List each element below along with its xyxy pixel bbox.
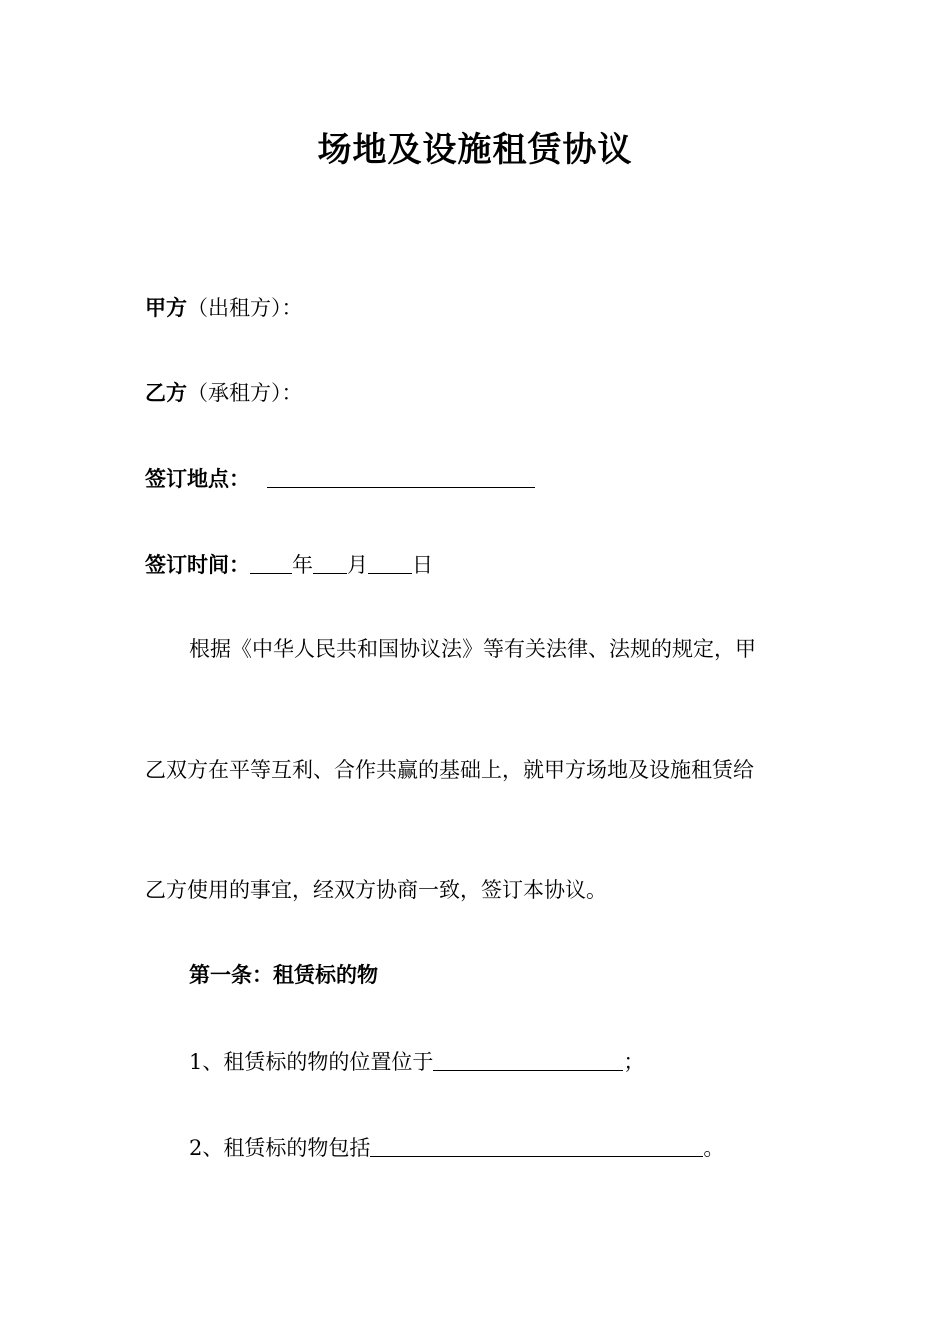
sign-place-line: [145, 464, 250, 494]
items-included-blank[interactable]: [370, 1134, 703, 1157]
preamble-line-1: 根据《中华人民共和国协议法》等有关法律、法规的规定，甲: [189, 637, 756, 661]
party-a-role: （出租方）：: [187, 296, 303, 320]
preamble-line-3: 乙方使用的事宜，经双方协商一致，签订本协议。: [145, 878, 607, 902]
item-1-text: 1、租赁标的物的位置位于: [189, 1050, 434, 1074]
article-1-item-2: [189, 1132, 724, 1163]
month-label: 月: [347, 553, 368, 577]
preamble-line-2: 乙双方在平等互利、合作共赢的基础上，就甲方场地及设施租赁给: [145, 758, 754, 782]
day-blank[interactable]: [368, 551, 412, 574]
document-title: 场地及设施租赁协议: [317, 130, 633, 170]
party-a-line: [145, 293, 303, 323]
year-label: 年: [292, 553, 313, 577]
day-label: 日: [412, 553, 433, 577]
party-a-label: 甲方: [145, 295, 187, 320]
item-2-text: 2、租赁标的物包括: [189, 1136, 371, 1160]
sign-place-label: 签订地点：: [145, 466, 250, 491]
party-b-role: （承租方）：: [187, 381, 303, 405]
item-1-end: ；: [623, 1050, 645, 1074]
article-1-item-1: [189, 1046, 644, 1077]
item-2-end: 。: [703, 1136, 725, 1160]
party-b-line: [145, 378, 303, 408]
party-b-label: 乙方: [145, 380, 187, 405]
sign-time-label: 签订时间：: [145, 552, 250, 577]
article-1-heading: 第一条：租赁标的物: [189, 962, 378, 987]
year-blank[interactable]: [250, 551, 292, 574]
sign-time-line: [145, 549, 433, 580]
sign-place-blank[interactable]: [267, 487, 535, 488]
location-blank[interactable]: [433, 1048, 623, 1071]
month-blank[interactable]: [313, 551, 347, 574]
